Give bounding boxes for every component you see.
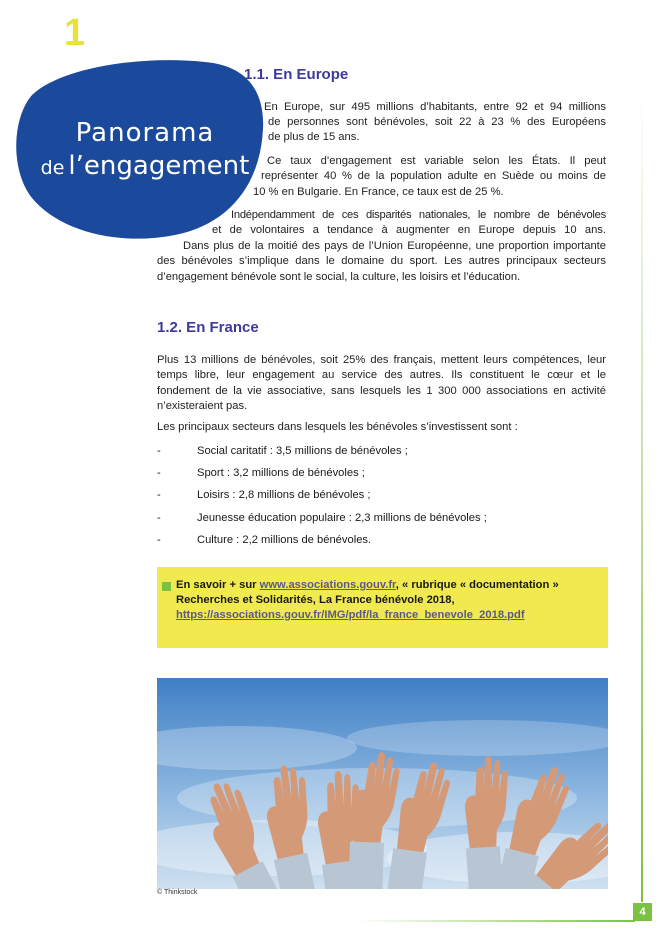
- bullet-dash: -: [157, 467, 161, 480]
- france-paragraph-1: Plus 13 millions de bénévoles, soit 25% des français, mettent leurs compétences, leur temps libre, leur engagement au service des autres. Ils constituent le cœur et le fondement de la vie associative, sans lesquels les 1 300 000 associations en activité n’existeraient pas.: [157, 354, 606, 413]
- bullet-dash: -: [157, 511, 161, 524]
- europe-line-3: de plus de 15 ans.: [268, 131, 360, 143]
- associations-link[interactable]: www.associations.gouv.fr: [259, 579, 396, 591]
- more-info-line-2: Recherches et Solidarités, La France bénévole 2018,: [176, 593, 455, 606]
- chapter-title-main: l’engagement: [68, 151, 250, 182]
- europe-line-6: 10 % en Bulgarie. En France, ce taux est de 25 %.: [253, 186, 504, 198]
- more-info-box: [157, 567, 608, 648]
- europe-paragraph-sports: Dans plus de la moitié des pays de l’Union Européenne, une proportion importante des bénévoles s’implique dans le domaine du sport. Les autres principaux secteurs d’engagement bénévole sont le social, la culture, les loisirs et l’éducation.: [157, 240, 606, 283]
- chapter-title-prefix: de: [40, 157, 65, 180]
- list-item-text: Jeunesse éducation populaire : 2,3 millions de bénévoles ;: [197, 511, 487, 524]
- list-item-text: Social caritatif : 3,5 millions de bénévoles ;: [197, 445, 408, 457]
- chapter-number: 1: [64, 12, 86, 54]
- photo-credit: © Thinkstock: [157, 889, 198, 896]
- page-number: 4: [633, 903, 652, 921]
- bottom-accent-line: [357, 920, 635, 922]
- chapter-title: [40, 118, 250, 182]
- pdf-link[interactable]: https://associations.gouv.fr/IMG/pdf/la_france_benevole_2018.pdf: [176, 608, 525, 621]
- list-item: [157, 511, 597, 533]
- heading-france: 1.2. En France: [157, 319, 259, 336]
- more-info-text: [176, 578, 559, 622]
- bullet-dash: -: [157, 445, 161, 457]
- list-item: [157, 488, 597, 510]
- more-info-line-3: [176, 608, 559, 623]
- europe-line-1: En Europe, sur 495 millions d’habitants, entre 92 et 94 millions: [264, 101, 606, 113]
- green-square-icon: [162, 582, 171, 591]
- chapter-title-line1: Panorama: [75, 118, 215, 148]
- list-item-text: Culture : 2,2 millions de bénévoles.: [197, 533, 372, 546]
- list-item-text: Loisirs : 2,8 millions de bénévoles ;: [197, 489, 371, 502]
- list-item: [157, 533, 597, 555]
- sector-list: [157, 444, 597, 555]
- list-item: [157, 466, 597, 488]
- europe-line-4: Ce taux d’engagement est variable selon les États. Il peut: [267, 155, 606, 167]
- raised-hands-image: [157, 678, 608, 889]
- raised-hands-photo: [157, 678, 608, 889]
- europe-line-5: représenter 40 % de la population adulte en Suède ou moins de: [261, 170, 606, 182]
- more-info-line-1: [176, 578, 559, 593]
- europe-line-7: Indépendamment de ces disparités nationales, le nombre de bénévoles: [231, 209, 606, 221]
- list-item: [157, 444, 597, 466]
- side-accent-line: [641, 90, 643, 902]
- bullet-dash: -: [157, 533, 161, 546]
- heading-europe: 1.1. En Europe: [244, 66, 349, 83]
- france-paragraph-2: Les principaux secteurs dans lesquels les bénévoles s’investissent sont :: [157, 421, 518, 433]
- bullet-dash: -: [157, 489, 161, 502]
- list-item-text: Sport : 3,2 millions de bénévoles ;: [197, 467, 365, 480]
- europe-line-2: de personnes sont bénévoles, soit 22 à 23 % des Européens: [268, 116, 606, 128]
- more-info-suffix: , « rubrique « documentation »: [395, 579, 559, 591]
- chapter-title-line2: [40, 151, 250, 182]
- more-info-prefix: En savoir + sur: [176, 579, 260, 591]
- europe-line-8: et de volontaires a tendance à augmenter en Europe depuis 10 ans.: [212, 224, 606, 236]
